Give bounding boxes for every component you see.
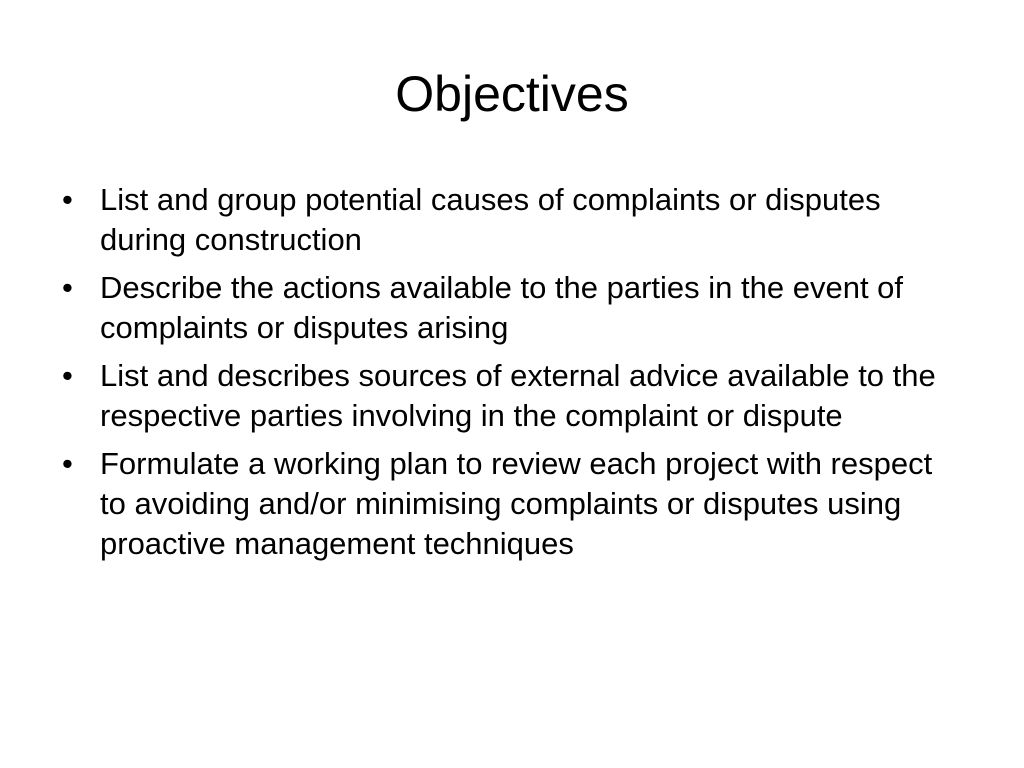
bullet-icon: •	[62, 270, 73, 305]
list-item	[62, 444, 962, 564]
list-item	[62, 356, 962, 436]
list-item-text: List and describes sources of external advice available to the respective parties involving in the complaint or dispute	[100, 358, 936, 433]
list-item	[62, 180, 962, 260]
list-item-text: List and group potential causes of complaints or disputes during construction	[100, 182, 881, 257]
objectives-list	[62, 180, 962, 572]
list-item	[62, 268, 962, 348]
bullet-icon: •	[62, 358, 73, 393]
bullet-icon: •	[62, 182, 73, 217]
slide-title: Objectives	[395, 66, 629, 122]
list-item-text: Formulate a working plan to review each project with respect to avoiding and/or minimising complaints or disputes using proactive management techniques	[100, 446, 933, 561]
bullet-icon: •	[62, 446, 73, 481]
list-item-text: Describe the actions available to the parties in the event of complaints or disputes arising	[100, 270, 904, 345]
